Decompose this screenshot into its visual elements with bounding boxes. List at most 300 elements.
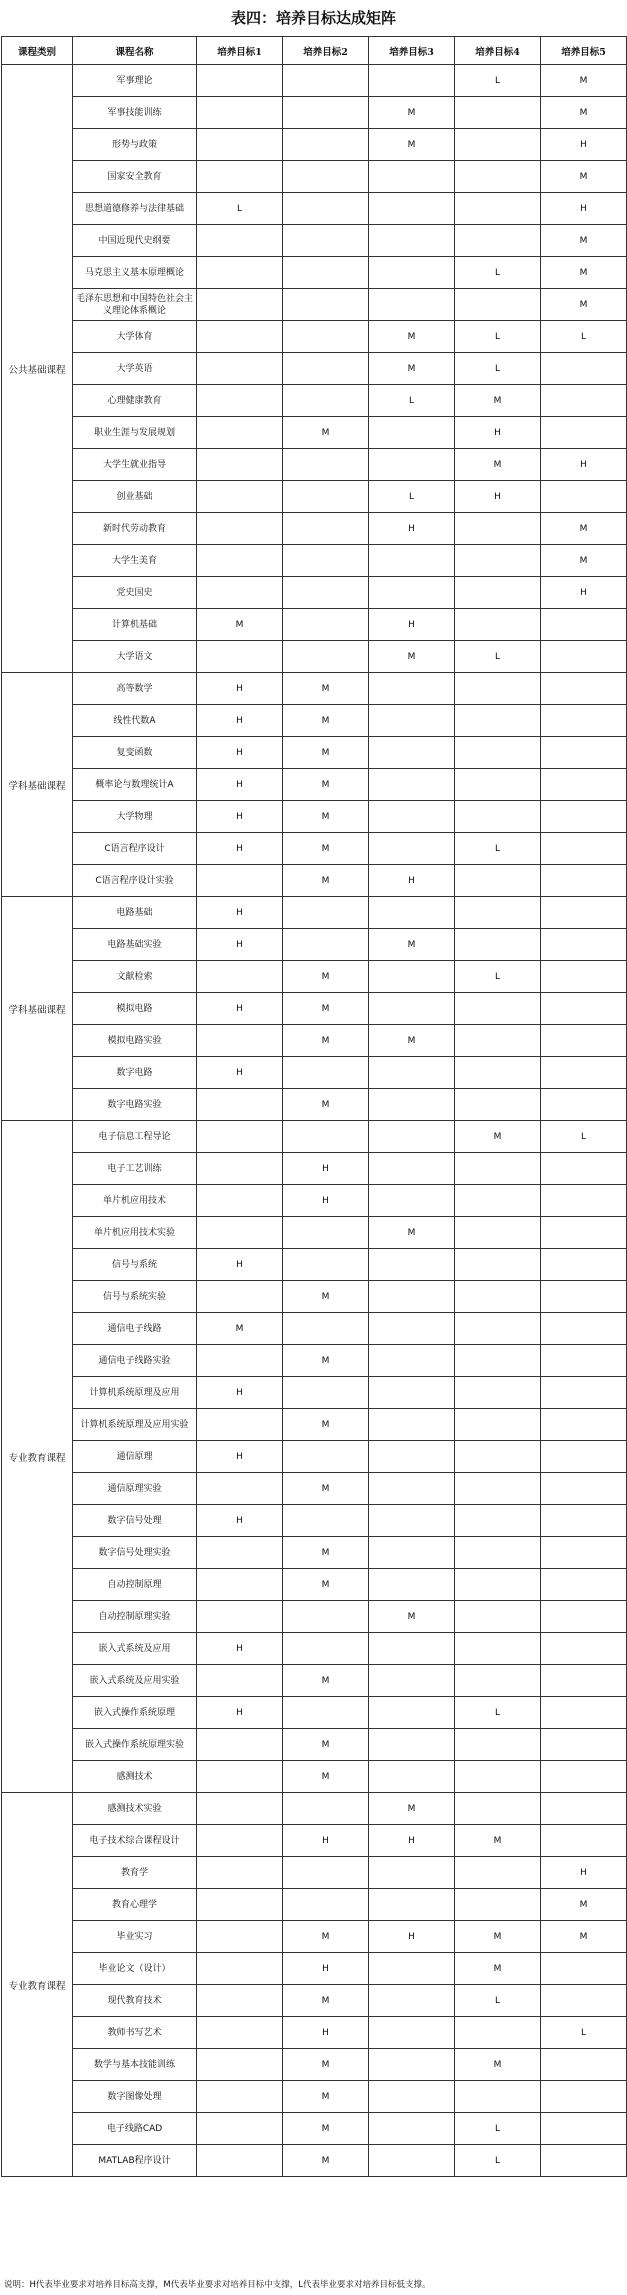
course-name-cell: 数字图像处理	[73, 2081, 197, 2113]
table-row	[2, 1793, 627, 1825]
support-level-cell-4: L	[455, 65, 541, 97]
table-row	[2, 481, 627, 513]
support-level-cell-2: H	[283, 1825, 369, 1857]
support-level-cell-4: M	[455, 2049, 541, 2081]
support-level-cell-4	[455, 1281, 541, 1313]
support-level-cell-4	[455, 993, 541, 1025]
support-level-cell-5	[541, 1153, 627, 1185]
support-level-cell-2: M	[283, 1281, 369, 1313]
table-row	[2, 1633, 627, 1665]
support-level-cell-2	[283, 1697, 369, 1729]
support-level-cell-1	[197, 513, 283, 545]
support-level-cell-2: H	[283, 2017, 369, 2049]
support-level-cell-1	[197, 1089, 283, 1121]
table-row	[2, 417, 627, 449]
support-level-cell-1	[197, 1985, 283, 2017]
course-name-cell: 军事技能训练	[73, 97, 197, 129]
course-name-cell: 大学生美育	[73, 545, 197, 577]
support-level-cell-3	[369, 769, 455, 801]
course-name-cell: 电路基础	[73, 897, 197, 929]
support-level-cell-5	[541, 1985, 627, 2017]
support-level-cell-1: H	[197, 897, 283, 929]
table-row	[2, 1985, 627, 2017]
course-name-cell: 大学语文	[73, 641, 197, 673]
support-level-cell-2	[283, 1441, 369, 1473]
support-level-cell-1	[197, 225, 283, 257]
support-level-cell-4	[455, 1729, 541, 1761]
support-level-cell-2	[283, 449, 369, 481]
support-level-cell-1: L	[197, 193, 283, 225]
support-level-cell-5	[541, 801, 627, 833]
course-name-cell: 文献检索	[73, 961, 197, 993]
support-level-cell-3	[369, 1121, 455, 1153]
support-level-cell-4: H	[455, 481, 541, 513]
support-level-cell-3	[369, 1985, 455, 2017]
support-level-cell-4	[455, 161, 541, 193]
table-row	[2, 225, 627, 257]
course-name-cell: 复变函数	[73, 737, 197, 769]
support-level-cell-4: M	[455, 449, 541, 481]
course-name-cell: 国家安全教育	[73, 161, 197, 193]
support-level-cell-4	[455, 1473, 541, 1505]
course-name-cell: C语言程序设计实验	[73, 865, 197, 897]
course-name-cell: MATLAB程序设计	[73, 2145, 197, 2177]
support-level-cell-4	[455, 2017, 541, 2049]
support-level-cell-2	[283, 641, 369, 673]
support-level-cell-4	[455, 1633, 541, 1665]
support-level-cell-5	[541, 385, 627, 417]
category-cell: 学科基础课程	[2, 897, 73, 1121]
support-level-cell-5	[541, 1025, 627, 1057]
support-level-cell-5	[541, 1665, 627, 1697]
support-level-cell-1	[197, 65, 283, 97]
support-level-cell-3: H	[369, 1825, 455, 1857]
header-objective-3: 培养目标3	[369, 37, 455, 65]
course-name-cell: 大学物理	[73, 801, 197, 833]
course-name-cell: 嵌入式系统及应用实验	[73, 1665, 197, 1697]
support-level-cell-4: L	[455, 833, 541, 865]
support-level-cell-5	[541, 1409, 627, 1441]
support-level-cell-5: M	[541, 257, 627, 289]
support-level-cell-5: M	[541, 1921, 627, 1953]
course-name-cell: 电路基础实验	[73, 929, 197, 961]
support-level-cell-1	[197, 2049, 283, 2081]
table-row	[2, 1345, 627, 1377]
support-level-cell-4	[455, 1089, 541, 1121]
support-level-cell-2	[283, 289, 369, 321]
support-level-cell-5	[541, 1185, 627, 1217]
support-level-cell-1	[197, 1569, 283, 1601]
support-level-cell-2	[283, 1249, 369, 1281]
course-name-cell: 大学英语	[73, 353, 197, 385]
course-name-cell: 数字信号处理	[73, 1505, 197, 1537]
support-level-cell-4	[455, 1505, 541, 1537]
table-row	[2, 1473, 627, 1505]
support-level-cell-5: M	[541, 289, 627, 321]
category-cell: 学科基础课程	[2, 673, 73, 897]
support-level-cell-4: M	[455, 1921, 541, 1953]
support-level-cell-3	[369, 161, 455, 193]
support-level-cell-2: M	[283, 2113, 369, 2145]
support-level-cell-2: M	[283, 833, 369, 865]
support-level-cell-1	[197, 289, 283, 321]
table-row	[2, 1313, 627, 1345]
support-level-cell-4: L	[455, 1697, 541, 1729]
table-row	[2, 1025, 627, 1057]
support-level-cell-4	[455, 1025, 541, 1057]
support-level-cell-3	[369, 1441, 455, 1473]
support-level-cell-2: M	[283, 1985, 369, 2017]
support-level-cell-5	[541, 481, 627, 513]
support-level-cell-3	[369, 577, 455, 609]
course-name-cell: 数字电路	[73, 1057, 197, 1089]
support-level-cell-3	[369, 2113, 455, 2145]
support-level-cell-3	[369, 1761, 455, 1793]
support-level-cell-3	[369, 1537, 455, 1569]
support-level-cell-2	[283, 97, 369, 129]
support-level-cell-5: H	[541, 129, 627, 161]
support-level-cell-5	[541, 1217, 627, 1249]
support-level-cell-2	[283, 193, 369, 225]
support-level-cell-3	[369, 193, 455, 225]
support-level-cell-3	[369, 65, 455, 97]
table-row	[2, 1249, 627, 1281]
support-level-cell-3: M	[369, 1217, 455, 1249]
course-name-cell: 感测技术实验	[73, 1793, 197, 1825]
table-row	[2, 2017, 627, 2049]
support-level-cell-3	[369, 225, 455, 257]
support-level-cell-3: H	[369, 865, 455, 897]
support-level-cell-5	[541, 673, 627, 705]
course-name-cell: 计算机系统原理及应用实验	[73, 1409, 197, 1441]
course-name-cell: 中国近现代史纲要	[73, 225, 197, 257]
support-level-cell-4: L	[455, 2145, 541, 2177]
support-level-cell-2: M	[283, 769, 369, 801]
table-row	[2, 1377, 627, 1409]
legend-note: 说明：H代表毕业要求对培养目标高支撑，M代表毕业要求对培养目标中支撑，L代表毕业要求对培养目标低支撑。	[4, 2280, 431, 2290]
support-level-cell-5	[541, 1537, 627, 1569]
support-level-cell-1	[197, 1729, 283, 1761]
course-name-cell: 电子工艺训练	[73, 1153, 197, 1185]
support-level-cell-5	[541, 609, 627, 641]
category-cell: 专业教育课程	[2, 1121, 73, 1793]
support-level-cell-2	[283, 321, 369, 353]
table-row	[2, 65, 627, 97]
support-level-cell-4	[455, 929, 541, 961]
course-name-cell: 党史国史	[73, 577, 197, 609]
support-level-cell-3	[369, 961, 455, 993]
table-row	[2, 2145, 627, 2177]
support-level-cell-1	[197, 353, 283, 385]
support-level-cell-1	[197, 1537, 283, 1569]
support-level-cell-2	[283, 609, 369, 641]
course-name-cell: 模拟电路实验	[73, 1025, 197, 1057]
support-level-cell-5	[541, 2145, 627, 2177]
table-row	[2, 1825, 627, 1857]
support-level-cell-1	[197, 577, 283, 609]
support-level-cell-3	[369, 1345, 455, 1377]
support-level-cell-5	[541, 737, 627, 769]
support-level-cell-4	[455, 1185, 541, 1217]
support-level-cell-2	[283, 65, 369, 97]
support-level-cell-5	[541, 1473, 627, 1505]
support-level-cell-2	[283, 1633, 369, 1665]
course-name-cell: 单片机应用技术	[73, 1185, 197, 1217]
support-level-cell-4: L	[455, 2113, 541, 2145]
table-row	[2, 1857, 627, 1889]
support-level-cell-5	[541, 1057, 627, 1089]
course-name-cell: 信号与系统实验	[73, 1281, 197, 1313]
support-level-cell-3	[369, 1633, 455, 1665]
table-row	[2, 97, 627, 129]
support-level-cell-5	[541, 1505, 627, 1537]
support-level-cell-4	[455, 737, 541, 769]
support-level-cell-1	[197, 961, 283, 993]
support-level-cell-1	[197, 129, 283, 161]
support-level-cell-3: L	[369, 385, 455, 417]
table-row	[2, 1729, 627, 1761]
support-level-cell-1	[197, 1153, 283, 1185]
support-level-cell-1: H	[197, 705, 283, 737]
course-name-cell: 形势与政策	[73, 129, 197, 161]
support-level-cell-3	[369, 2017, 455, 2049]
support-level-cell-5	[541, 1569, 627, 1601]
support-level-cell-5	[541, 897, 627, 929]
support-level-cell-2: M	[283, 1409, 369, 1441]
course-name-cell: 创业基础	[73, 481, 197, 513]
support-level-cell-2	[283, 1505, 369, 1537]
support-level-cell-1	[197, 1953, 283, 1985]
support-level-cell-4	[455, 1057, 541, 1089]
support-level-cell-1	[197, 1665, 283, 1697]
support-level-cell-2: M	[283, 801, 369, 833]
support-level-cell-2	[283, 481, 369, 513]
support-level-cell-5	[541, 1313, 627, 1345]
support-level-cell-5: L	[541, 1121, 627, 1153]
course-name-cell: 自动控制原理实验	[73, 1601, 197, 1633]
support-level-cell-2: M	[283, 1473, 369, 1505]
course-name-cell: 模拟电路	[73, 993, 197, 1025]
course-name-cell: 教育心理学	[73, 1889, 197, 1921]
support-level-cell-1	[197, 481, 283, 513]
table-row	[2, 129, 627, 161]
course-name-cell: 高等数学	[73, 673, 197, 705]
support-level-cell-4	[455, 769, 541, 801]
support-level-cell-1	[197, 1601, 283, 1633]
support-level-cell-5	[541, 2113, 627, 2145]
table-row	[2, 1217, 627, 1249]
support-level-cell-1	[197, 2017, 283, 2049]
support-level-cell-3	[369, 1153, 455, 1185]
table-row	[2, 2049, 627, 2081]
table-title: 表四：培养目标达成矩阵	[230, 9, 396, 27]
table-row	[2, 993, 627, 1025]
support-level-cell-1	[197, 1345, 283, 1377]
course-name-cell: 毕业实习	[73, 1921, 197, 1953]
support-level-cell-3	[369, 257, 455, 289]
table-row	[2, 321, 627, 353]
support-level-cell-4	[455, 289, 541, 321]
support-level-cell-4	[455, 225, 541, 257]
support-level-cell-2	[283, 1889, 369, 1921]
support-level-cell-3	[369, 1857, 455, 1889]
support-level-cell-3	[369, 2081, 455, 2113]
support-level-cell-3	[369, 545, 455, 577]
support-level-cell-2: M	[283, 1089, 369, 1121]
support-level-cell-5: M	[541, 545, 627, 577]
support-level-cell-5: H	[541, 1857, 627, 1889]
support-level-cell-5: M	[541, 65, 627, 97]
support-level-cell-2	[283, 1217, 369, 1249]
support-level-cell-5: H	[541, 193, 627, 225]
support-level-cell-3	[369, 1313, 455, 1345]
support-level-cell-1	[197, 1121, 283, 1153]
support-level-cell-2	[283, 1057, 369, 1089]
support-level-cell-5	[541, 1697, 627, 1729]
support-level-cell-1: H	[197, 1633, 283, 1665]
support-level-cell-3	[369, 1185, 455, 1217]
support-level-cell-4	[455, 1537, 541, 1569]
header-course: 课程名称	[73, 37, 197, 65]
matrix-body	[2, 65, 627, 2177]
table-row	[2, 897, 627, 929]
support-level-cell-1: H	[197, 801, 283, 833]
support-level-cell-5	[541, 1281, 627, 1313]
table-row	[2, 1953, 627, 1985]
course-name-cell: 嵌入式操作系统原理实验	[73, 1729, 197, 1761]
support-level-cell-5: M	[541, 97, 627, 129]
table-row	[2, 1569, 627, 1601]
course-name-cell: 自动控制原理	[73, 1569, 197, 1601]
table-row	[2, 1089, 627, 1121]
support-level-cell-2	[283, 577, 369, 609]
support-level-cell-3	[369, 1377, 455, 1409]
course-name-cell: C语言程序设计	[73, 833, 197, 865]
support-level-cell-4: H	[455, 417, 541, 449]
support-level-cell-1	[197, 1921, 283, 1953]
support-level-cell-2	[283, 1313, 369, 1345]
support-level-cell-4: L	[455, 321, 541, 353]
support-level-cell-4	[455, 673, 541, 705]
support-level-cell-2	[283, 1377, 369, 1409]
support-level-cell-1: H	[197, 737, 283, 769]
support-level-cell-4	[455, 545, 541, 577]
course-name-cell: 数字电路实验	[73, 1089, 197, 1121]
support-level-cell-2	[283, 353, 369, 385]
table-row	[2, 449, 627, 481]
support-level-cell-2	[283, 129, 369, 161]
support-level-cell-4	[455, 1345, 541, 1377]
table-row	[2, 2081, 627, 2113]
support-level-cell-5	[541, 1089, 627, 1121]
table-row	[2, 737, 627, 769]
support-level-cell-3: H	[369, 513, 455, 545]
support-level-cell-1: H	[197, 1377, 283, 1409]
support-level-cell-3	[369, 1697, 455, 1729]
course-name-cell: 教师书写艺术	[73, 2017, 197, 2049]
support-level-cell-5	[541, 1729, 627, 1761]
table-row	[2, 1185, 627, 1217]
course-name-cell: 教育学	[73, 1857, 197, 1889]
support-level-cell-2: M	[283, 865, 369, 897]
support-level-cell-4	[455, 1761, 541, 1793]
support-level-cell-2: M	[283, 705, 369, 737]
support-level-cell-3: H	[369, 609, 455, 641]
course-name-cell: 嵌入式系统及应用	[73, 1633, 197, 1665]
course-name-cell: 概率论与数理统计A	[73, 769, 197, 801]
support-level-cell-1	[197, 1281, 283, 1313]
support-level-cell-1	[197, 1857, 283, 1889]
support-level-cell-5: M	[541, 225, 627, 257]
header-category: 课程类别	[2, 37, 73, 65]
support-level-cell-3	[369, 289, 455, 321]
table-row	[2, 257, 627, 289]
support-level-cell-3	[369, 1665, 455, 1697]
support-level-cell-3	[369, 1473, 455, 1505]
support-level-cell-4	[455, 1217, 541, 1249]
support-level-cell-1	[197, 1025, 283, 1057]
support-level-cell-3: M	[369, 353, 455, 385]
support-level-cell-5	[541, 1345, 627, 1377]
support-level-cell-4	[455, 1793, 541, 1825]
support-level-cell-2: M	[283, 1537, 369, 1569]
support-level-cell-2: M	[283, 1729, 369, 1761]
course-name-cell: 电子信息工程导论	[73, 1121, 197, 1153]
support-level-cell-5	[541, 833, 627, 865]
support-level-cell-5: L	[541, 2017, 627, 2049]
course-name-cell: 通信电子线路	[73, 1313, 197, 1345]
support-level-cell-4: M	[455, 385, 541, 417]
support-level-cell-3	[369, 1409, 455, 1441]
support-level-cell-5	[541, 705, 627, 737]
course-name-cell: 马克思主义基本原理概论	[73, 257, 197, 289]
support-level-cell-5: M	[541, 513, 627, 545]
support-level-cell-4: L	[455, 257, 541, 289]
table-row	[2, 577, 627, 609]
support-level-cell-5	[541, 1761, 627, 1793]
support-level-cell-3: M	[369, 1793, 455, 1825]
support-level-cell-2: M	[283, 1025, 369, 1057]
table-row	[2, 929, 627, 961]
support-level-cell-1: H	[197, 1249, 283, 1281]
support-level-cell-4	[455, 513, 541, 545]
table-row	[2, 769, 627, 801]
support-level-cell-3	[369, 1057, 455, 1089]
table-row	[2, 1665, 627, 1697]
support-level-cell-3	[369, 673, 455, 705]
support-level-cell-5	[541, 865, 627, 897]
support-level-cell-1	[197, 385, 283, 417]
table-row	[2, 1505, 627, 1537]
support-level-cell-4	[455, 97, 541, 129]
support-level-cell-2: M	[283, 1665, 369, 1697]
support-level-cell-4: M	[455, 1121, 541, 1153]
support-level-cell-1	[197, 321, 283, 353]
course-name-cell: 大学体育	[73, 321, 197, 353]
course-name-cell: 新时代劳动教育	[73, 513, 197, 545]
support-level-cell-5	[541, 1953, 627, 1985]
support-level-cell-2	[283, 897, 369, 929]
table-row	[2, 193, 627, 225]
support-level-cell-5	[541, 1249, 627, 1281]
support-level-cell-1	[197, 545, 283, 577]
category-cell: 专业教育课程	[2, 1793, 73, 2177]
support-level-cell-4	[455, 1889, 541, 1921]
table-row	[2, 705, 627, 737]
support-level-cell-3	[369, 1569, 455, 1601]
support-level-cell-3	[369, 1089, 455, 1121]
course-name-cell: 信号与系统	[73, 1249, 197, 1281]
